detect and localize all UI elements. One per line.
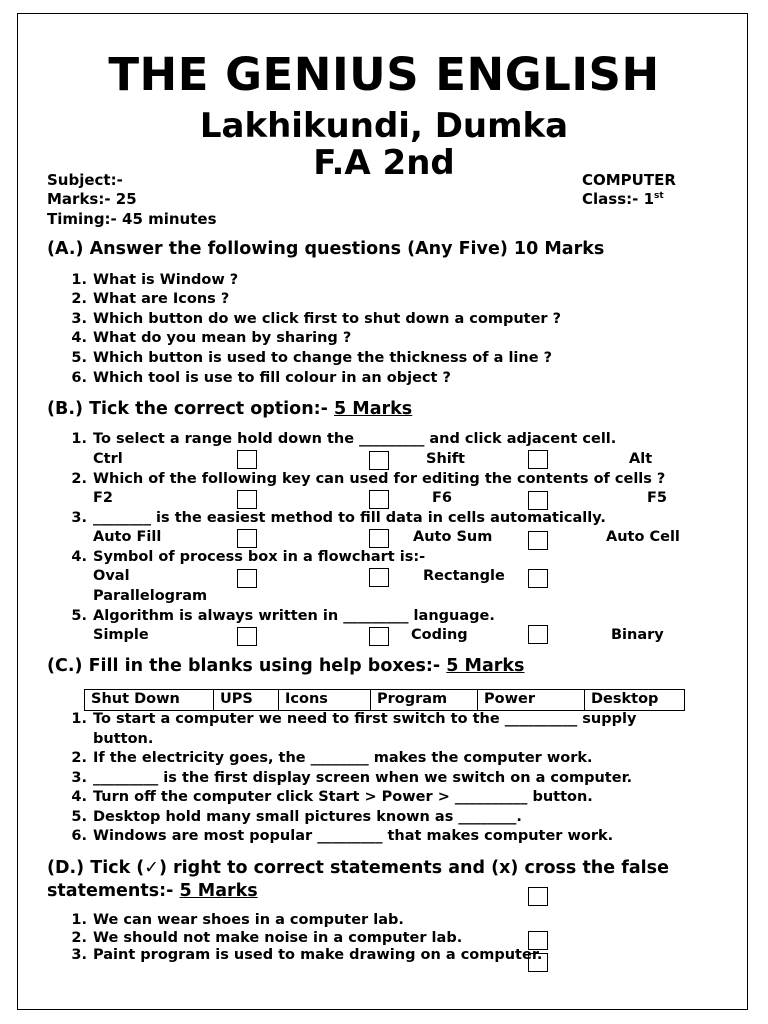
section-c-question: Windows are most popular _________ that makes computer work. bbox=[93, 828, 614, 844]
tick-checkbox[interactable] bbox=[369, 451, 389, 470]
question-number: 2. bbox=[71, 750, 87, 766]
marks-label: Marks:- 25 bbox=[47, 190, 137, 208]
school-title: THE GENIUS ENGLISH bbox=[108, 48, 660, 101]
question-number: 3. bbox=[71, 770, 87, 786]
subject-label: Subject:- bbox=[47, 171, 123, 189]
help-word: UPS bbox=[214, 690, 279, 710]
help-word: Icons bbox=[279, 690, 371, 710]
option-label: F2 bbox=[93, 490, 113, 506]
question-number: 5. bbox=[71, 350, 87, 366]
help-word: Shut Down bbox=[85, 690, 214, 710]
section-a-question: Which tool is use to fill colour in an object ? bbox=[93, 370, 451, 386]
tick-checkbox[interactable] bbox=[528, 531, 548, 550]
statement: We should not make noise in a computer lab. bbox=[93, 930, 463, 946]
question-number: 2. bbox=[71, 930, 87, 946]
section-c-question: Turn off the computer click Start > Power > __________ button. bbox=[93, 789, 593, 805]
section-b-question: Algorithm is always written in _________ language. bbox=[93, 608, 495, 624]
section-a-question: What is Window ? bbox=[93, 272, 239, 288]
option-label: Shift bbox=[426, 451, 465, 467]
question-number: 4. bbox=[71, 549, 87, 565]
option-label: Coding bbox=[411, 627, 468, 643]
option-label: Auto Cell bbox=[606, 529, 680, 545]
help-word: Power bbox=[478, 690, 585, 710]
help-word: Program bbox=[371, 690, 478, 710]
tick-checkbox[interactable] bbox=[369, 490, 389, 509]
section-c-heading: (C.) Fill in the blanks using help boxes:- 5 Marks bbox=[47, 656, 525, 676]
tick-checkbox[interactable] bbox=[528, 569, 548, 588]
question-number: 1. bbox=[71, 272, 87, 288]
question-number: 3. bbox=[71, 311, 87, 327]
section-c-question-continuation: button. bbox=[93, 731, 154, 747]
tick-checkbox[interactable] bbox=[528, 887, 548, 906]
option-label: Oval bbox=[93, 568, 130, 584]
option-label: Auto Sum bbox=[413, 529, 493, 545]
subject-value: COMPUTER bbox=[582, 171, 676, 189]
section-c-question: If the electricity goes, the ________ makes the computer work. bbox=[93, 750, 593, 766]
statement: We can wear shoes in a computer lab. bbox=[93, 912, 404, 928]
question-number: 4. bbox=[71, 789, 87, 805]
exam-name: F.A 2nd bbox=[313, 143, 455, 183]
question-number: 3. bbox=[71, 947, 87, 963]
question-number: 1. bbox=[71, 431, 87, 447]
class-label: Class:- 1st bbox=[582, 190, 664, 208]
section-b-question: To select a range hold down the _________ and click adjacent cell. bbox=[93, 431, 617, 447]
section-a-question: Which button do we click first to shut down a computer ? bbox=[93, 311, 562, 327]
section-a-heading: (A.) Answer the following questions (Any Five) 10 Marks bbox=[47, 239, 605, 259]
question-number: 4. bbox=[71, 330, 87, 346]
tick-checkbox[interactable] bbox=[369, 627, 389, 646]
question-number: 2. bbox=[71, 291, 87, 307]
question-number: 6. bbox=[71, 828, 87, 844]
option-label: Rectangle bbox=[423, 568, 505, 584]
question-number: 2. bbox=[71, 471, 87, 487]
question-number: 5. bbox=[71, 809, 87, 825]
option-label: Binary bbox=[611, 627, 664, 643]
section-a-question: What do you mean by sharing ? bbox=[93, 330, 352, 346]
section-b-question: Which of the following key can used for editing the contents of cells ? bbox=[93, 471, 666, 487]
option-label: Simple bbox=[93, 627, 149, 643]
option-label: Auto Fill bbox=[93, 529, 162, 545]
tick-checkbox[interactable] bbox=[528, 491, 548, 510]
tick-checkbox[interactable] bbox=[237, 569, 257, 588]
section-b-heading: (B.) Tick the correct option:- 5 Marks bbox=[47, 399, 413, 419]
section-d-heading-line2: statements:- 5 Marks bbox=[47, 881, 258, 901]
tick-checkbox[interactable] bbox=[528, 625, 548, 644]
question-number: 1. bbox=[71, 711, 87, 727]
section-b-question: ________ is the easiest method to fill data in cells automatically. bbox=[93, 510, 606, 526]
question-number: 5. bbox=[71, 608, 87, 624]
help-word: Desktop bbox=[591, 691, 659, 707]
section-c-question: To start a computer we need to first switch to the __________ supply bbox=[93, 711, 637, 727]
timing-label: Timing:- 45 minutes bbox=[47, 210, 217, 228]
statement: Paint program is used to make drawing on a computer. bbox=[93, 947, 543, 963]
section-d-heading: (D.) Tick (✓) right to correct statements and (x) cross the false bbox=[47, 858, 669, 878]
question-number: 3. bbox=[71, 510, 87, 526]
section-c-question: _________ is the first display screen when we switch on a computer. bbox=[93, 770, 633, 786]
tick-checkbox[interactable] bbox=[237, 529, 257, 548]
tick-checkbox[interactable] bbox=[237, 450, 257, 469]
school-location: Lakhikundi, Dumka bbox=[199, 106, 569, 146]
section-a-question: What are Icons ? bbox=[93, 291, 230, 307]
question-number: 6. bbox=[71, 370, 87, 386]
question-number: 1. bbox=[71, 912, 87, 928]
tick-checkbox[interactable] bbox=[528, 450, 548, 469]
option-label: Parallelogram bbox=[93, 588, 208, 604]
option-label: F5 bbox=[647, 490, 667, 506]
tick-checkbox[interactable] bbox=[369, 568, 389, 587]
section-b-question: Symbol of process box in a flowchart is:- bbox=[93, 549, 426, 565]
section-a-question: Which button is used to change the thickness of a line ? bbox=[93, 350, 553, 366]
option-label: Ctrl bbox=[93, 451, 123, 467]
help-box-table bbox=[84, 689, 685, 711]
tick-checkbox[interactable] bbox=[237, 490, 257, 509]
option-label: F6 bbox=[432, 490, 452, 506]
option-label: Alt bbox=[629, 451, 653, 467]
tick-checkbox[interactable] bbox=[369, 529, 389, 548]
tick-checkbox[interactable] bbox=[237, 627, 257, 646]
section-c-question: Desktop hold many small pictures known as ________. bbox=[93, 809, 522, 825]
